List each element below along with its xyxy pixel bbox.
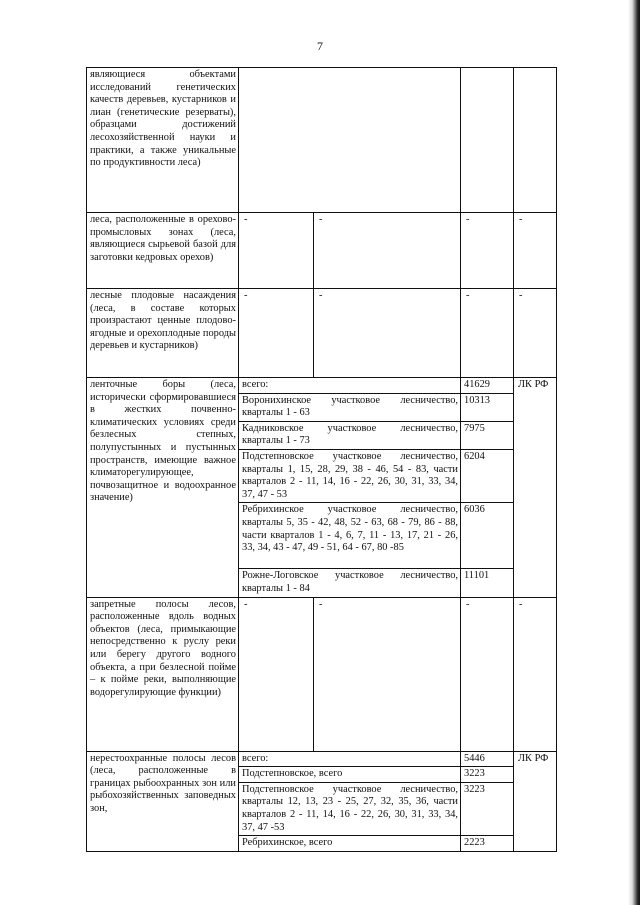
area-value: 6036 bbox=[461, 503, 514, 569]
dash-cell: - bbox=[461, 597, 514, 751]
area-cell: Ребрихинское, всего bbox=[239, 836, 461, 852]
dash-cell: - bbox=[514, 289, 557, 378]
dash-cell: - bbox=[239, 289, 314, 378]
dash-cell: - bbox=[514, 213, 557, 289]
legal-basis-cell: ЛК РФ bbox=[514, 751, 557, 851]
dash-cell: - bbox=[314, 597, 461, 751]
table-row bbox=[87, 751, 557, 767]
dash-cell: - bbox=[314, 289, 461, 378]
table-row bbox=[87, 213, 557, 289]
category-cell: лесные плодовые насаждения (леса, в составе которых произрастают ценные плодово-ягодные и орехоплодные породы деревьев и кустарников) bbox=[87, 289, 239, 378]
table-row bbox=[87, 289, 557, 378]
dash-cell: - bbox=[314, 213, 461, 289]
empty-cell bbox=[239, 68, 461, 213]
area-cell: Подстепновское участковое лесничество, кварталы 1, 15, 28, 29, 38 - 46, 54 - 83, части кварталов 2 - 11, 14, 16 - 22, 26, 30, 31, 33, 34, 37, 47 - 53 bbox=[239, 449, 461, 502]
empty-cell bbox=[461, 68, 514, 213]
dash-cell: - bbox=[239, 597, 314, 751]
area-cell: Ребрихинское участковое лесничество, кварталы 5, 35 - 42, 48, 52 - 63, 68 - 79, 86 - 88, части кварталов 1 - 4, 6, 7, 11 - 13, 17, 21 - 26, 33, 34, 43 - 47, 49 - 51, 64 - 67, 80 -85 bbox=[239, 503, 461, 569]
area-value: 5446 bbox=[461, 751, 514, 767]
category-cell: нерестоохранные полосы лесов (леса, расположенные в границах рыбоохранных зон или рыбохозяйственных заповедных зон, bbox=[87, 751, 239, 851]
area-cell: Подстепновское, всего bbox=[239, 767, 461, 783]
area-cell: Кадниковское участковое лесничество, кварталы 1 - 73 bbox=[239, 421, 461, 449]
category-cell: ленточные боры (леса, исторически сформировавшиеся в жестких почвенно-климатических условиях среди безлесных степных, полупустынных и пустынных пространств, имеющие важное климаторегулирующее, почвозащитное и водоохранное значение) bbox=[87, 378, 239, 598]
area-value: 7975 bbox=[461, 421, 514, 449]
area-value: 11101 bbox=[461, 569, 514, 597]
category-cell: являющиеся объектами исследований генетических качеств деревьев, кустарников и лиан (генетические резерваты), образцами достижений лесохозяйственной науки и практики, а также уникальные по продуктивности леса) bbox=[87, 68, 239, 213]
area-value: 10313 bbox=[461, 393, 514, 421]
legal-basis-cell: ЛК РФ bbox=[514, 378, 557, 598]
area-value: 3223 bbox=[461, 767, 514, 783]
forest-category-table bbox=[86, 67, 557, 852]
dash-cell: - bbox=[461, 289, 514, 378]
page-number: 7 bbox=[317, 39, 323, 53]
area-value: 3223 bbox=[461, 782, 514, 835]
area-value: 41629 bbox=[461, 378, 514, 394]
dash-cell: - bbox=[239, 213, 314, 289]
scan-edge-shadow bbox=[628, 0, 640, 905]
area-cell: всего: bbox=[239, 751, 461, 767]
table-row bbox=[87, 68, 557, 213]
area-value: 6204 bbox=[461, 449, 514, 502]
table-row bbox=[87, 597, 557, 751]
category-cell: леса, расположенные в орехово-промысловых зонах (леса, являющиеся сырьевой базой для заготовки кедровых орехов) bbox=[87, 213, 239, 289]
area-cell: Подстепновское участковое лесничество, кварталы 12, 13, 23 - 25, 27, 32, 35, 36, части кварталов 2 - 11, 14, 16 - 22, 26, 30, 31, 33, 34, 37, 47 -53 bbox=[239, 782, 461, 835]
empty-cell bbox=[514, 68, 557, 213]
area-value: 2223 bbox=[461, 836, 514, 852]
dash-cell: - bbox=[461, 213, 514, 289]
area-cell: Воронихинское участковое лесничество, кварталы 1 - 63 bbox=[239, 393, 461, 421]
table-row bbox=[87, 378, 557, 394]
category-cell: запретные полосы лесов, расположенные вдоль водных объектов (леса, примыкающие непосредственно к руслу реки или берегу другого водного объекта, а при безлесной пойме – к пойме реки, выполняющие водорегулирующие функции) bbox=[87, 597, 239, 751]
area-cell: всего: bbox=[239, 378, 461, 394]
area-cell: Рожне-Логовское участковое лесничество, кварталы 1 - 84 bbox=[239, 569, 461, 597]
dash-cell: - bbox=[514, 597, 557, 751]
